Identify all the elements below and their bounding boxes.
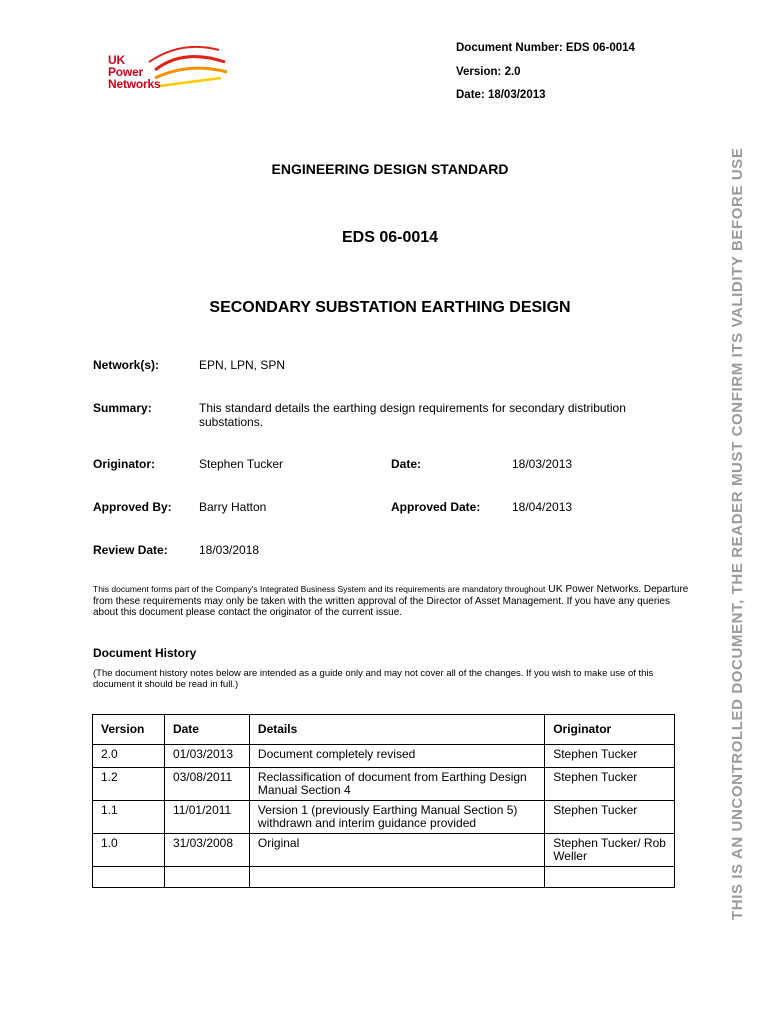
cell-details: Document completely revised <box>249 745 544 768</box>
cell-version <box>93 867 165 888</box>
date-label: Date: <box>391 457 422 471</box>
document-number: Document Number: EDS 06-0014 <box>456 42 635 54</box>
summary-line-1: This standard details the earthing design requirements for secondary distribution <box>199 401 626 415</box>
uncontrolled-document-watermark: THIS IS AN UNCONTROLLED DOCUMENT, THE READER MUST CONFIRM ITS VALIDITY BEFORE USE <box>729 147 746 920</box>
notice-part-2: UK <box>548 583 563 595</box>
cell-originator: Stephen Tucker/ Rob Weller <box>545 834 675 867</box>
column-header-details: Details <box>249 715 544 745</box>
document-version: Version: 2.0 <box>456 66 521 78</box>
approved-by-value: Barry Hatton <box>199 500 267 514</box>
approved-by-label: Approved By: <box>93 500 172 514</box>
cell-originator: Stephen Tucker <box>545 768 675 801</box>
column-header-originator: Originator <box>545 715 675 745</box>
approved-date-label: Approved Date: <box>391 500 481 514</box>
cell-date: 11/01/2011 <box>164 801 249 834</box>
summary-label: Summary: <box>93 401 152 415</box>
networks-value: EPN, LPN, SPN <box>199 358 286 372</box>
table-row <box>93 768 675 801</box>
logo-line-3: Networks <box>108 77 161 91</box>
networks-label: Network(s): <box>93 358 160 372</box>
document-history-heading: Document History <box>93 646 197 660</box>
cell-details: Reclassification of document from Earthing Design Manual Section 4 <box>249 768 544 801</box>
mandatory-notice <box>93 584 693 619</box>
document-history-note: (The document history notes below are intended as a guide only and may not cover all of the changes. If you wish to make use of this document it should be read in full.) <box>93 668 654 690</box>
approved-date-value: 18/04/2013 <box>512 500 573 514</box>
cell-version: 1.1 <box>93 801 165 834</box>
cell-date: 31/03/2008 <box>164 834 249 867</box>
cell-version: 2.0 <box>93 745 165 768</box>
cell-originator <box>545 867 675 888</box>
cell-version: 1.2 <box>93 768 165 801</box>
standard-type-heading: ENGINEERING DESIGN STANDARD <box>271 161 509 177</box>
review-date-label: Review Date: <box>93 543 168 557</box>
logo-line-1: UK <box>108 53 125 67</box>
review-date-value: 18/03/2018 <box>199 543 260 557</box>
column-header-date: Date <box>164 715 249 745</box>
cell-details: Version 1 (previously Earthing Manual Section 5) withdrawn and interim guidance provided <box>249 801 544 834</box>
originator-value: Stephen Tucker <box>199 457 284 471</box>
notice-part-1: This document forms part of the Company's Integrated Business System and its requirements are mandatory throughout <box>93 584 546 594</box>
cell-details <box>249 867 544 888</box>
table-header-row <box>93 715 675 745</box>
table-row <box>93 801 675 834</box>
originator-label: Originator: <box>93 457 155 471</box>
cell-date <box>164 867 249 888</box>
cell-originator: Stephen Tucker <box>545 801 675 834</box>
document-history-table <box>92 714 675 888</box>
document-date: Date: 18/03/2013 <box>456 89 546 101</box>
cell-version: 1.0 <box>93 834 165 867</box>
notice-part-3: Power Networks. Departure from these requirements may only be taken with the written approval of the Director of Asset Management. If you have any queries about this document please contact the originator of the current issue. <box>93 584 689 618</box>
cell-details: Original <box>249 834 544 867</box>
cell-date: 01/03/2013 <box>164 745 249 768</box>
document-title: SECONDARY SUBSTATION EARTHING DESIGN <box>209 299 571 316</box>
eds-number-heading: EDS 06-0014 <box>341 229 439 246</box>
table-row <box>93 834 675 867</box>
summary-line-2: substations. <box>199 415 264 429</box>
table-row-empty <box>93 867 675 888</box>
column-header-version: Version <box>93 715 165 745</box>
date-value: 18/03/2013 <box>512 457 573 471</box>
table-row <box>93 745 675 768</box>
logo-line-2: Power <box>108 65 144 79</box>
cell-date: 03/08/2011 <box>164 768 249 801</box>
cell-originator: Stephen Tucker <box>545 745 675 768</box>
company-logo <box>103 40 233 104</box>
